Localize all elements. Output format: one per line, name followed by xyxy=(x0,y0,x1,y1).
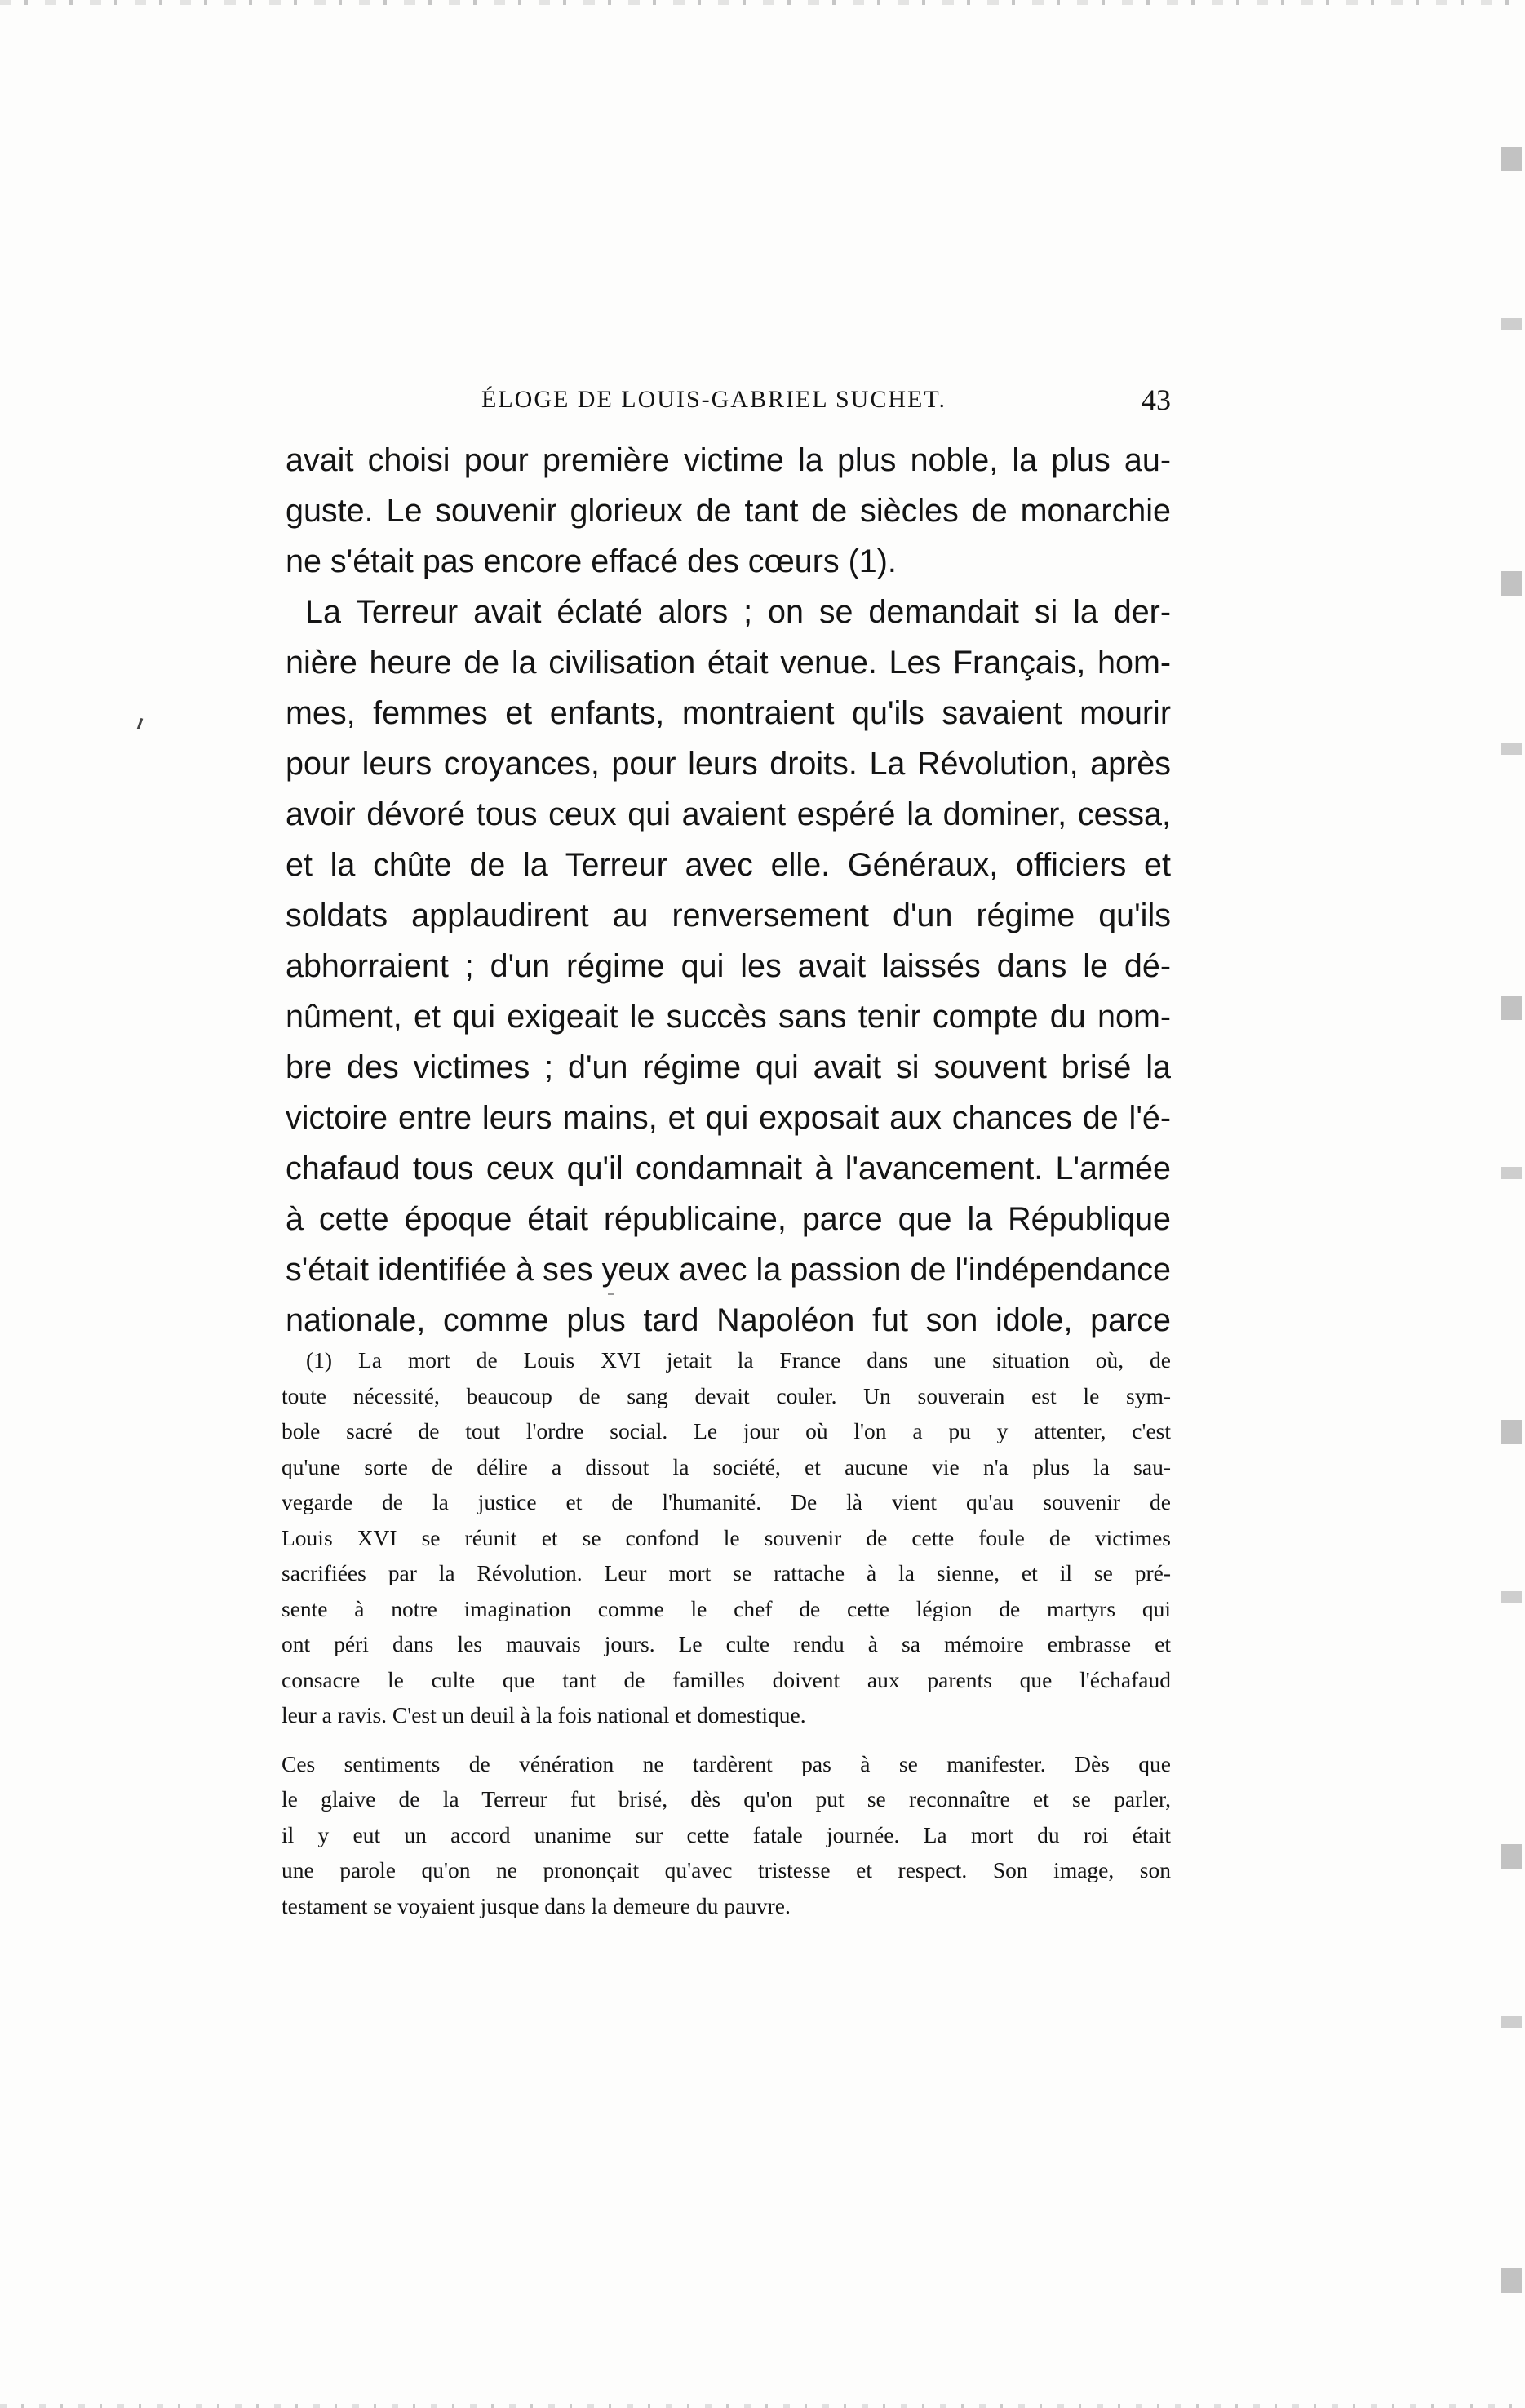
scan-edge-right xyxy=(1501,49,1522,2334)
text-line: abhorraient ; d'un régime qui les avait laissés dans le dé- xyxy=(286,948,1171,984)
footnote-line: il y eut un accord unanime sur cette fatale journée. La mort du roi était xyxy=(282,1821,1171,1847)
text-line: mes, femmes et enfants, montraient qu'ils savaient mourir xyxy=(286,695,1171,731)
footnote-line: testament se voyaient jusque dans la demeure du pauvre. xyxy=(282,1892,791,1918)
paragraph-gap xyxy=(282,1733,1171,1746)
text-line: nûment, et qui exigeait le succès sans tenir compte du nom- xyxy=(286,999,1171,1035)
text-line: avoir dévoré tous ceux qui avaient espéré la dominer, cessa, xyxy=(286,796,1171,832)
footnote-line: sacrifiées par la Révolution. Leur mort se rattache à la sienne, et il se pré- xyxy=(282,1560,1171,1585)
footnote-line: vegarde de la justice et de l'humanité. De là vient qu'au souvenir de xyxy=(282,1489,1171,1514)
footnote-line: toute nécessité, beaucoup de sang devait couler. Un souverain est le sym- xyxy=(282,1382,1171,1408)
text-line: avait choisi pour première victime la plus noble, la plus au- xyxy=(286,442,1171,478)
footnote-line: leur a ravis. C'est un deuil à la fois national et domestique. xyxy=(282,1702,806,1727)
footnote-line: (1) La mort de Louis XVI jetait la France dans une situation où, de xyxy=(306,1347,1171,1373)
text-line: bre des victimes ; d'un régime qui avait si souvent brisé la xyxy=(286,1049,1171,1085)
footnote-line: Louis XVI se réunit et se confond le souvenir de cette foule de victimes xyxy=(282,1524,1171,1550)
text-line: nationale, comme plus tard Napoléon fut son idole, parce xyxy=(286,1302,1171,1338)
running-title: ÉLOGE DE LOUIS-GABRIEL SUCHET. xyxy=(481,386,946,413)
footnote-line: consacre le culte que tant de familles doivent aux parents que l'échafaud xyxy=(282,1666,1171,1692)
scan-edge-bottom xyxy=(0,2404,1525,2408)
text-line: nière heure de la civilisation était venue. Les Français, hom- xyxy=(286,645,1171,681)
footnote-line: bole sacré de tout l'ordre social. Le jour où l'on a pu y attenter, c'est xyxy=(282,1418,1171,1443)
text-line: guste. Le souvenir glorieux de tant de siècles de monarchie xyxy=(286,493,1171,529)
scan-edge-top xyxy=(0,0,1525,5)
text-line: soldats applaudirent au renversement d'un régime qu'ils xyxy=(286,898,1171,933)
text-line: pour leurs croyances, pour leurs droits. La Révolution, après xyxy=(286,746,1171,782)
footnote-line: sente à notre imagination comme le chef de cette légion de martyrs qui xyxy=(282,1595,1171,1621)
footnote-line: le glaive de la Terreur fut brisé, dès qu'on put se reconnaître et se parler, xyxy=(282,1786,1171,1812)
main-text xyxy=(286,435,1171,1346)
page-number: 43 xyxy=(1142,384,1171,416)
text-line: à cette époque était républicaine, parce que la République xyxy=(286,1201,1171,1237)
text-line: et la chûte de la Terreur avec elle. Généraux, officiers et xyxy=(286,847,1171,883)
text-line: s'était identifiée à ses yeux avec la passion de l'indépendance xyxy=(286,1252,1171,1288)
separator xyxy=(608,1293,614,1295)
footnote xyxy=(282,1342,1171,1923)
footnote-line: ont péri dans les mauvais jours. Le culte rendu à sa mémoire embrasse et xyxy=(282,1631,1171,1656)
margin-mark xyxy=(137,718,144,729)
footnote-line: une parole qu'on ne prononçait qu'avec tristesse et respect. Son image, son xyxy=(282,1857,1171,1882)
page-header xyxy=(286,386,1171,427)
footnote-line: qu'une sorte de délire a dissout la société, et aucune vie n'a plus la sau- xyxy=(282,1453,1171,1479)
footnote-line: Ces sentiments de vénération ne tardèrent pas à se manifester. Dès que xyxy=(282,1750,1171,1776)
text-line: ne s'était pas encore effacé des cœurs (1). xyxy=(286,543,897,579)
text-line: chafaud tous ceux qu'il condamnait à l'avancement. L'armée xyxy=(286,1151,1171,1186)
text-line: La Terreur avait éclaté alors ; on se demandait si la der- xyxy=(305,594,1171,630)
text-line: victoire entre leurs mains, et qui exposait aux chances de l'é- xyxy=(286,1100,1171,1136)
